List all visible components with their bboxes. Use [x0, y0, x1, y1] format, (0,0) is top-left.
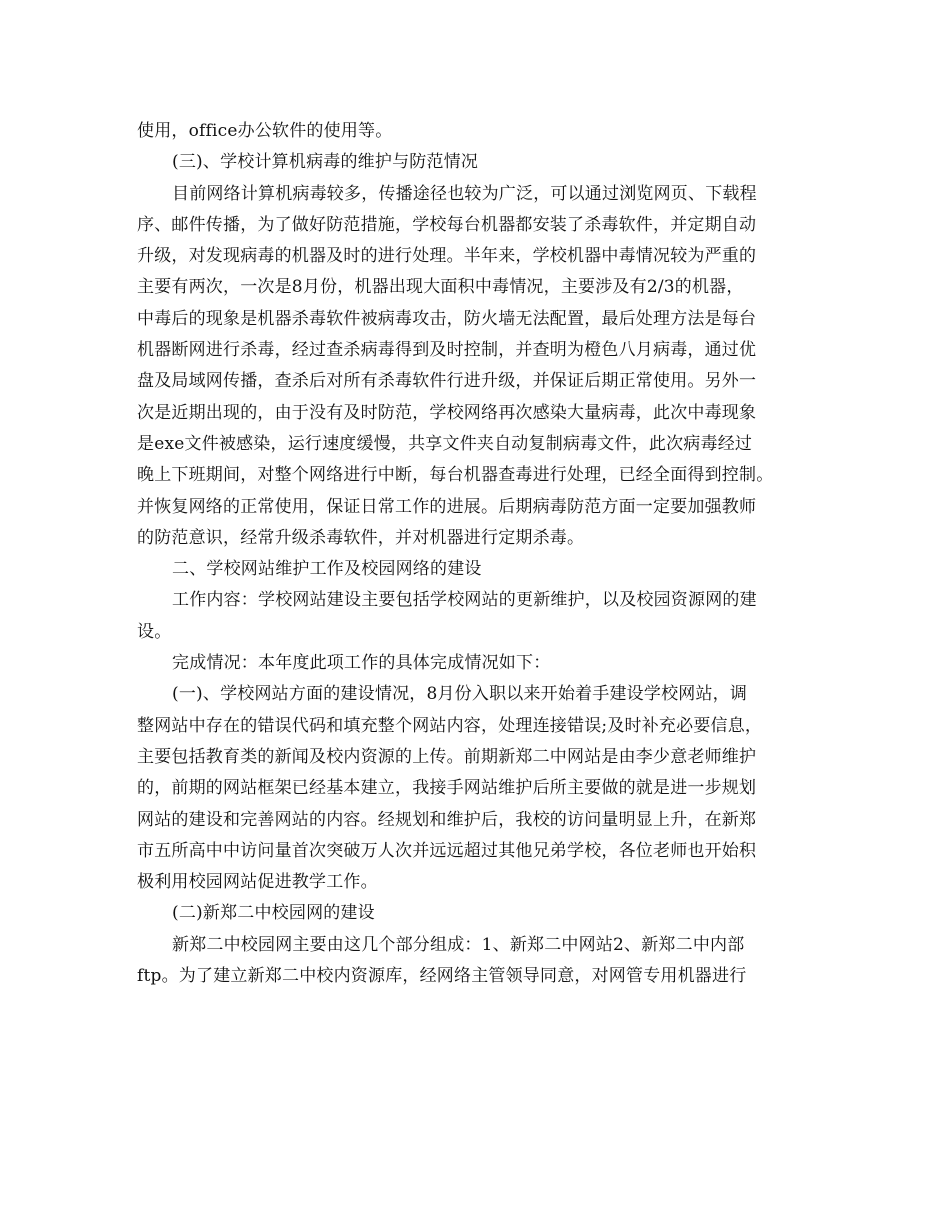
text-line: (二)新郑二中校园网的建设 — [172, 903, 375, 924]
text-line: 整网站中存在的错误代码和填充整个网站内容，处理连接错误;及时补充必要信息， — [137, 715, 763, 736]
text-line: 目前网络计算机病毒较多，传播途径也较为广泛，可以通过浏览网页、下载程 — [172, 183, 757, 204]
text-line: 二、学校网站维护工作及校园网络的建设 — [172, 559, 482, 580]
text-line: 网站的建设和完善网站的内容。经规划和维护后，我校的访问量明显上升，在新郑 — [137, 809, 757, 830]
text-line: 设。 — [137, 621, 172, 642]
text-line: 市五所高中中访问量首次突破万人次并远远超过其他兄弟学校，各位老师也开始积 — [137, 840, 757, 861]
text-line: ftp。为了建立新郑二中校内资源库，经网络主管领导同意，对网管专用机器进行 — [137, 966, 747, 987]
document-body — [137, 116, 837, 992]
text-line: 主要有两次，一次是8月份，机器出现大面积中毒情况，主要涉及有2/3的机器， — [137, 277, 744, 298]
text-line: 新郑二中校园网主要由这几个部分组成：1、新郑二中网站2、新郑二中内部 — [172, 934, 745, 955]
text-line: 是exe文件被感染，运行速度缓慢，共享文件夹自动复制病毒文件，此次病毒经过 — [137, 433, 753, 454]
text-line: 的防范意识，经常升级杀毒软件，并对机器进行定期杀毒。 — [137, 527, 585, 548]
text-line: 极利用校园网站促进教学工作。 — [137, 872, 378, 893]
text-line: 完成情况：本年度此项工作的具体完成情况如下： — [172, 653, 551, 674]
text-line: 主要包括教育类的新闻及校内资源的上传。前期新郑二中网站是由李少意老师维护 — [137, 746, 757, 767]
text-line: 中毒后的现象是机器杀毒软件被病毒攻击，防火墙无法配置，最后处理方法是每台 — [137, 308, 757, 329]
text-line: (一)、学校网站方面的建设情况，8月份入职以来开始着手建设学校网站，调 — [172, 684, 748, 705]
text-line: 工作内容：学校网站建设主要包括学校网站的更新维护，以及校园资源网的建 — [172, 590, 757, 611]
text-line: 机器断网进行杀毒，经过查杀病毒得到及时控制，并查明为橙色八月病毒，通过优 — [137, 340, 757, 361]
text-line: 次是近期出现的，由于没有及时防范，学校网络再次感染大量病毒，此次中毒现象 — [137, 402, 757, 423]
text-line: 升级，对发现病毒的机器及时的进行处理。半年来，学校机器中毒情况较为严重的 — [137, 246, 757, 267]
text-line: 使用，office办公软件的使用等。 — [137, 121, 393, 141]
text-line: 并恢复网络的正常使用，保证日常工作的进展。后期病毒防范方面一定要加强教师 — [137, 496, 757, 517]
text-line: 盘及局域网传播，查杀后对所有杀毒软件行进升级，并保证后期正常使用。另外一 — [137, 371, 757, 392]
text-line: 序、邮件传播，为了做好防范措施，学校每台机器都安装了杀毒软件，并定期自动 — [137, 214, 757, 235]
text-line: 的，前期的网站框架已经基本建立，我接手网站维护后所主要做的就是进一步规划 — [137, 778, 757, 799]
text-line: 晚上下班期间，对整个网络进行中断，每台机器查毒进行处理，已经全面得到控制。 — [137, 465, 774, 486]
text-line: (三)、学校计算机病毒的维护与防范情况 — [172, 152, 479, 173]
